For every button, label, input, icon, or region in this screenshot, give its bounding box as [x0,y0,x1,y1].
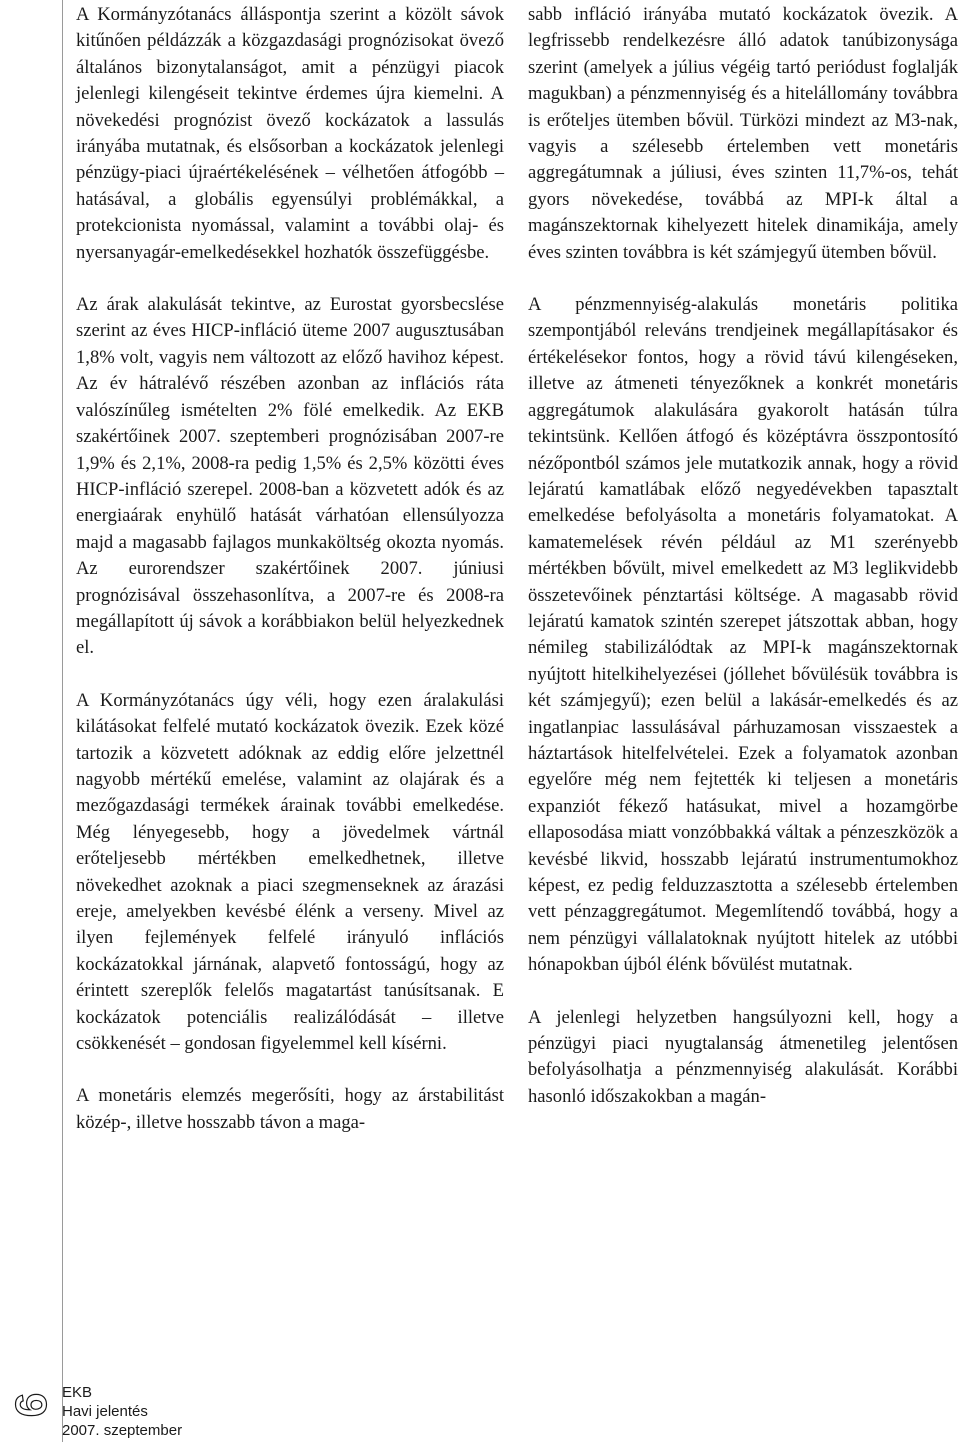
running-footer [62,1383,182,1440]
left-column [76,2,504,1162]
footer-org: EKB [62,1384,93,1401]
paragraph: A pénzmennyiség-alakulás monetáris politika szempontjából releváns trendjeinek megállapításakor és értékelésekor fontos, hogy a rövid távú kilengéseken, illetve az átmeneti tényezőknek a konkrét monetáris aggregátumok alakulására gyakorolt hatásán túlra tekintsünk. Kellően átfogó és középtávra összpontosító nézőpontból számos jele mutatkozik annak, hogy a rövid lejáratú kamatlábak előző negyedévekben tapasztalt emelkedése befolyásolta a monetáris folyamatokat. A kamatemelések révén például az M1 szerényebb mértékben bővült, mivel emelkedett az M3 leglikvidebb összetevőinek pénztartási költsége. A magasabb rövid lejáratú kamatok szintén szerepet játszottak abban, hogy némileg stabilizálódtak az MPI-k magánszektornak nyújtott hitelkihelyezései (jóllehet bővülésük továbbra is két számjegyű); ezen belül a lakásár-emelkedés és az ingatlanpiac lassulásával párhuzamosan visszaestek a háztartások hitelfelvételei. Ezek a folyamatok azonban egyelőre még nem fejtették ki teljesen a monetáris expanziót fékező hatásukat, mivel a hozamgörbe ellaposodása miatt vonzóbbakká váltak a pénzeszközök a kevésbé likvid, hosszabb lejáratú instrumentumokhoz képest, ez pedig felduzzasztotta a szélesebb értelemben vett pénzaggregátumot. Megemlítendő továbbá, hogy a nem pénzügyi vállalatoknak nyújtott hitelek az utóbbi hónapokban újból élénk bővülést mutatnak. [528,294,958,976]
footer-publication: Havi jelentés [62,1403,148,1420]
paragraph: Az árak alakulását tekintve, az Eurostat gyorsbecslése szerint az éves HICP-infláció üteme 2007 augusztusában 1,8% volt, vagyis nem változott az előző havihoz képest. Az év hátralévő részében azonban az inflációs ráta valószínűleg ismételten 2% fölé emelkedik. Az EKB szakértőinek 2007. szeptemberi prognózisában 2007-re 1,9% és 2,1%, 2008-ra pedig 1,5% és 2,5% közötti éves HICP-infláció szerepel. 2008-ban a közvetett adók és az energiaárak enyhülő hatását várhatóan ellensúlyozza majd a magasabb fajlagos munkaköltség okozta nyomás. Az eurorendszer szakértőinek 2007. júniusi prognózisával összehasonlítva, a 2007-re és 2008-ra megállapított új sávok a korábbiakon belül helyezkednek el. [76,294,504,659]
paragraph: A Kormányzótanács úgy véli, hogy ezen áralakulási kilátásokat felfelé mutató kockázatok övezik. Ezek közé tartozik a közvetett adóknak az eddig előre jelzettnél nagyobb mértékű emelése, valamint az olajárak és a mezőgazdasági termékek árainak további emelkedése. Még lényegesebb, hogy a jövedelmek vártnál erőteljesebb mértékben emelkedhetnek, illetve növekedhet azoknak a piaci szegmenseknek az árazási ereje, amelyekben kevésbé élénk a verseny. Mivel az ilyen fejlemények felfelé irányuló inflációs kockázatokkal járnának, alapvető fontosságú, hogy az érintett szereplők felelős magatartást tanúsítsanak. E kockázatok potenciális realizálódását – illetve csökkenését – gondosan figyelemmel kell kísérni. [76,689,504,1055]
right-column [528,2,958,1136]
page-sidebar [0,0,63,1442]
paragraph: sabb infláció irányába mutató kockázatok övezik. A legfrissebb rendelkezésre álló adatok tanúbizonysága szerint (amelyek a július végéig tartó periódust foglalják magukban) a pénzmennyiség és a hitelállomány továbbra is erőteljes ütemben bővül. Türközi mindezt az M3-nak, vagyis a szélesebb értelemben vett monetáris aggregátumnak a júliusi, éves szinten 11,7%-os, tehát gyors növekedése, továbbá az MPI-k által a magánszektornak kihelyezett hitelek dinamikája, amely éves szinten továbbra is két számjegyű ütemben bővül. [528,4,958,263]
paragraph: A jelenlegi helyzetben hangsúlyozni kell, hogy a pénzügyi piaci nyugtalanság átmenetileg jelentősen befolyásolhatja a pénzmennyiség alakulását. Korábbi hasonló időszakokban a magán- [528,1006,958,1107]
page-number: 6 [7,1392,56,1418]
footer-issue: 2007. szeptember [62,1422,183,1439]
paragraph: A monetáris elemzés megerősíti, hogy az árstabilitást közép-, illetve hosszabb távon a maga- [76,1085,504,1133]
paragraph: A Kormányzótanács álláspontja szerint a közölt sávok kitűnően példázzák a közgazdasági prognózisokat övező általános bizonytalanságot, amit a pénzügyi piacok jelenlegi kilengéseit tekintve érdemes újra kiemelni. A növekedési prognózist övező kockázatok a lassulás irányába mutatnak, és elsősorban a kockázatok jelenlegi pénzügy-piaci újraértékelésének – vélhetően átfogóbb – hatásával, a globális egyensúlyi problémákkal, a protekcionista nyomással, valamint a további olaj- és nyersanyagár-emelkedésekkel hozhatók összefüggésbe. [76,4,504,263]
